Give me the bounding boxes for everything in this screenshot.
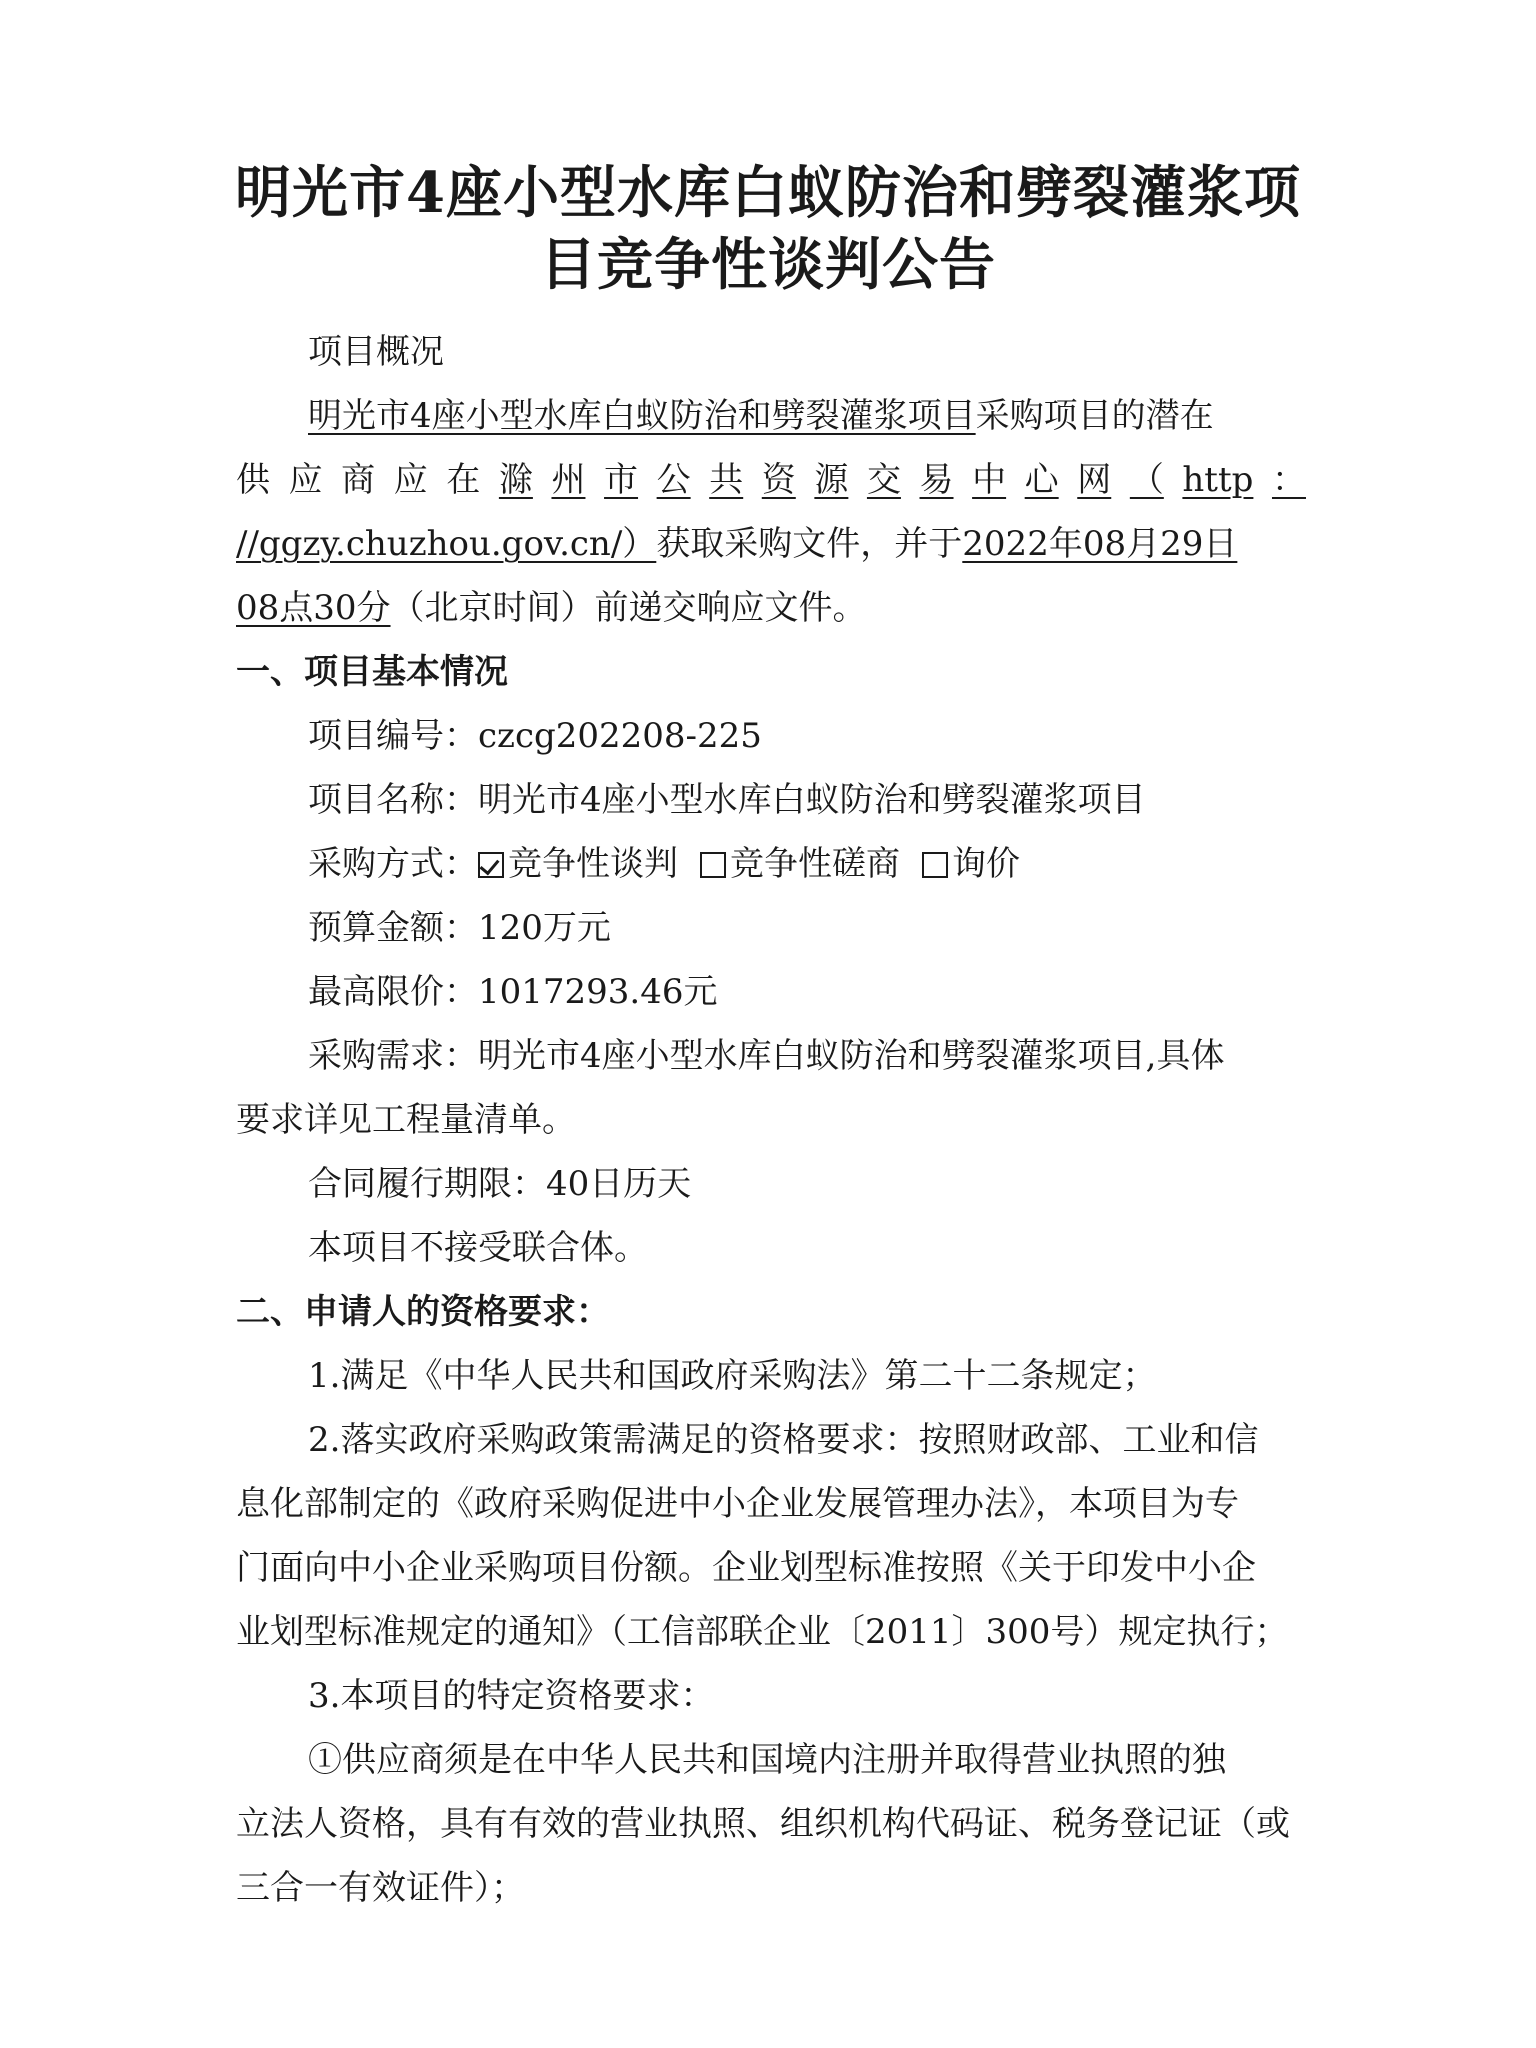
- checkbox-empty-icon: [700, 852, 726, 878]
- overview-char-link: 源: [814, 460, 849, 500]
- overview-char-link: 交: [866, 460, 901, 500]
- overview-char-link: 市: [604, 460, 639, 500]
- overview-deadline-date: 2022年08月29日: [962, 524, 1238, 564]
- consortium-note: 本项目不接受联合体。: [308, 1228, 648, 1268]
- method-option-negotiation: 竞争性谈判: [508, 844, 678, 884]
- procurement-method-label: 采购方式：: [308, 844, 478, 884]
- procurement-demand-line-2: 要求详见工程量清单。: [236, 1100, 576, 1140]
- max-price: 最高限价：1017293.46元: [308, 972, 718, 1012]
- overview-char: 应: [393, 460, 428, 500]
- method-option-inquiry: 询价: [952, 844, 1020, 884]
- section-1-heading: 一、项目基本情况: [236, 652, 508, 692]
- section-2-heading: 二、申请人的资格要求：: [236, 1292, 610, 1332]
- requirement-3: 3.本项目的特定资格要求：: [308, 1676, 715, 1716]
- document-title-line-2: 目竞争性谈判公告: [540, 232, 996, 298]
- overview-char-link: 资: [761, 460, 796, 500]
- procurement-demand-line-1: 采购需求：明光市4座小型水库白蚁防治和劈裂灌浆项目,具体: [308, 1036, 1225, 1076]
- requirement-3a-line-3: 三合一有效证件）；: [236, 1868, 525, 1908]
- overview-char-link: （: [1129, 460, 1164, 500]
- requirement-2-line-1: 2.落实政府采购政策需满足的资格要求：按照财政部、工业和信: [308, 1420, 1259, 1460]
- overview-char-link: 易: [919, 460, 954, 500]
- method-option-consultation: 竞争性磋商: [730, 844, 900, 884]
- requirement-3a-line-1: ①供应商须是在中华人民共和国境内注册并取得营业执照的独: [308, 1740, 1226, 1780]
- overview-text-b: 获取采购文件，并于: [656, 524, 963, 564]
- overview-url-tail[interactable]: //ggzy.chuzhou.gov.cn/）: [236, 524, 657, 564]
- overview-char-link: 网: [1077, 460, 1112, 500]
- checkbox-empty-icon: [922, 852, 948, 878]
- overview-deadline-time: 08点30分: [236, 588, 391, 628]
- project-name: 项目名称：明光市4座小型水库白蚁防治和劈裂灌浆项目: [308, 780, 1146, 820]
- overview-label: 项目概况: [308, 332, 444, 372]
- overview-char-link: 中: [972, 460, 1007, 500]
- overview-char: 商: [341, 460, 376, 500]
- overview-project-name: 明光市4座小型水库白蚁防治和劈裂灌浆项目: [308, 396, 976, 436]
- overview-line-4: [236, 588, 867, 628]
- overview-char-link: 州: [551, 460, 586, 500]
- overview-line-3: [236, 524, 1237, 564]
- procurement-method: [308, 844, 1020, 884]
- overview-char: 应: [288, 460, 323, 500]
- overview-char-link: 公: [656, 460, 691, 500]
- overview-url-colon: ：: [1271, 460, 1306, 500]
- requirement-2-line-2: 息化部制定的《政府采购促进中小企业发展管理办法》，本项目为专: [236, 1484, 1239, 1524]
- document-title-line-1: 明光市4座小型水库白蚁防治和劈裂灌浆项: [235, 160, 1301, 226]
- overview-line-1: [308, 396, 1214, 436]
- overview-line-2: [236, 460, 1306, 500]
- overview-char-link: 心: [1024, 460, 1059, 500]
- requirement-3a-line-2: 立法人资格，具有有效的营业执照、组织机构代码证、税务登记证（或: [236, 1804, 1290, 1844]
- budget-amount: 预算金额：120万元: [308, 908, 611, 948]
- project-number: 项目编号：czcg202208-225: [308, 716, 762, 756]
- overview-char: 在: [446, 460, 481, 500]
- overview-char-link: 滁: [498, 460, 533, 500]
- overview-char: 供: [236, 460, 270, 500]
- contract-period: 合同履行期限：40日历天: [308, 1164, 692, 1204]
- requirement-2-line-3: 门面向中小企业采购项目份额。企业划型标准按照《关于印发中小企: [236, 1548, 1256, 1588]
- checkbox-checked-icon: [478, 852, 504, 878]
- requirement-2-line-4: 业划型标准规定的通知》（工信部联企业〔2011〕300号）规定执行；: [236, 1612, 1289, 1652]
- overview-url-head[interactable]: http: [1182, 460, 1254, 500]
- requirement-1: 1.满足《中华人民共和国政府采购法》第二十二条规定；: [308, 1356, 1157, 1396]
- overview-text-c: （北京时间）前递交响应文件。: [390, 588, 867, 628]
- overview-char-link: 共: [709, 460, 744, 500]
- overview-text-a: 采购项目的潜在: [975, 396, 1214, 436]
